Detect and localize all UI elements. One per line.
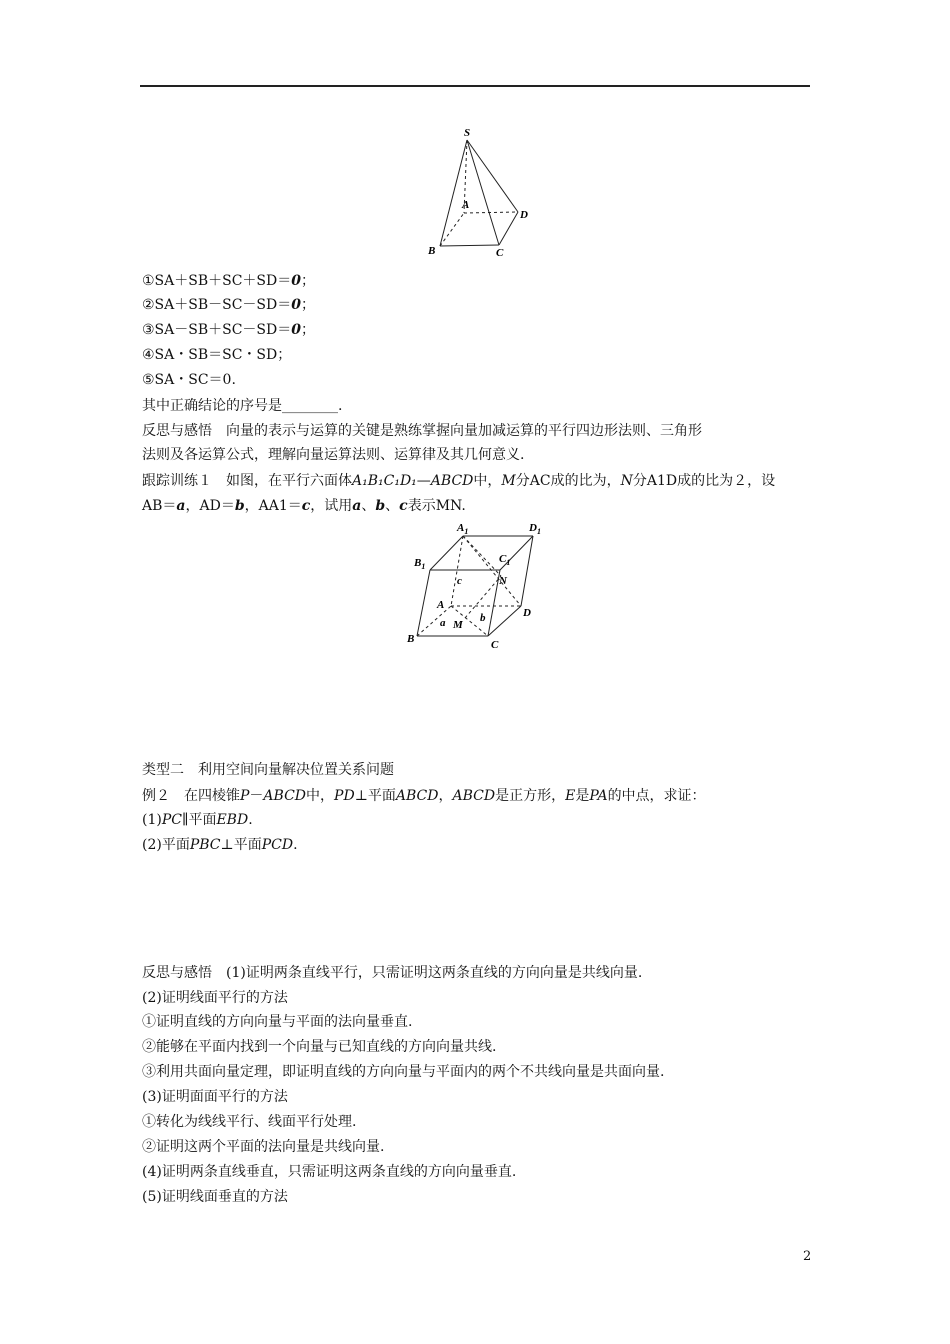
reflection2-line: (2)证明线面平行的方法: [142, 990, 288, 1006]
option-1: ①SA＋SB＋SC＋SD＝0；: [142, 273, 315, 289]
parallelepiped-figure: [405, 518, 555, 653]
label-A1: $A_1$: [457, 522, 469, 536]
option-4: ④SA・SB＝SC・SD；: [142, 347, 292, 363]
example2-line: 例２ 在四棱锥P－ABCD中，PD⊥平面ABCD，ABCD是正方形，E是PA的中点，求证：: [142, 788, 706, 804]
label-A: A: [437, 599, 445, 611]
label-c: c: [457, 575, 462, 587]
label-M: M: [453, 619, 463, 631]
label-a: a: [440, 617, 446, 629]
label-B: B: [407, 633, 415, 645]
example2-part1: (1)PC∥平面EBD.: [142, 812, 253, 828]
label-S: S: [464, 127, 471, 139]
reflection2-line: ②能够在平面内找到一个向量与已知直线的方向向量共线.: [142, 1039, 497, 1055]
pyramid-figure: [420, 122, 540, 262]
label-N: N: [499, 575, 507, 587]
reflection1-line2: 法则及各运算公式，理解向量运算法则、运算律及其几何意义.: [142, 447, 525, 463]
reflection2-line: (4)证明两条直线垂直，只需证明这两条直线的方向向量垂直.: [142, 1164, 517, 1180]
type2-title: 类型二 利用空间向量解决位置关系问题: [142, 762, 394, 778]
label-B1: $B_1$: [414, 557, 426, 571]
reflection1-line1: 反思与感悟 向量的表示与运算的关键是熟练掌握向量加减运算的平行四边形法则、三角形: [142, 423, 702, 439]
reflection2-line: ②证明这两个平面的法向量是共线向量.: [142, 1139, 385, 1155]
reflection2-line: ③利用共面向量定理，即证明直线的方向向量与平面内的两个不共线向量是共面向量.: [142, 1064, 665, 1080]
label-D: D: [523, 607, 531, 619]
option-5: ⑤SA・SC＝0.: [142, 372, 236, 388]
label-D1: $D_1$: [529, 522, 541, 536]
label-B: B: [428, 245, 436, 257]
exercise-line2: AB＝a，AD＝b，AA1＝c，试用a、b、c表示MN.: [142, 498, 466, 514]
label-C: C: [491, 639, 499, 651]
header-rule: [140, 85, 810, 87]
question-line: 其中正确结论的序号是________.: [142, 398, 343, 414]
example2-part2: (2)平面PBC⊥平面PCD.: [142, 837, 298, 853]
label-C1: $C_1$: [499, 553, 511, 567]
label-D: D: [520, 209, 528, 221]
label-b: b: [480, 612, 486, 624]
option-3: ③SA－SB＋SC－SD＝0；: [142, 322, 315, 338]
option-2: ②SA＋SB－SC－SD＝0；: [142, 297, 315, 313]
page-number: 2: [803, 1249, 812, 1264]
label-A: A: [462, 199, 470, 211]
reflection2-line: 反思与感悟 (1)证明两条直线平行，只需证明这两条直线的方向向量是共线向量.: [142, 965, 643, 981]
exercise-line1: 跟踪训练１ 如图，在平行六面体A₁B₁C₁D₁—ABCD中，M分AC成的比为，N分A1D成的比为２，设: [142, 473, 776, 489]
reflection2-line: (3)证明面面平行的方法: [142, 1089, 288, 1105]
reflection2-line: ①转化为线线平行、线面平行处理.: [142, 1114, 357, 1130]
label-C: C: [496, 247, 504, 259]
reflection2-line: ①证明直线的方向向量与平面的法向量垂直.: [142, 1014, 413, 1030]
reflection2-line: (5)证明线面垂直的方法: [142, 1189, 288, 1205]
